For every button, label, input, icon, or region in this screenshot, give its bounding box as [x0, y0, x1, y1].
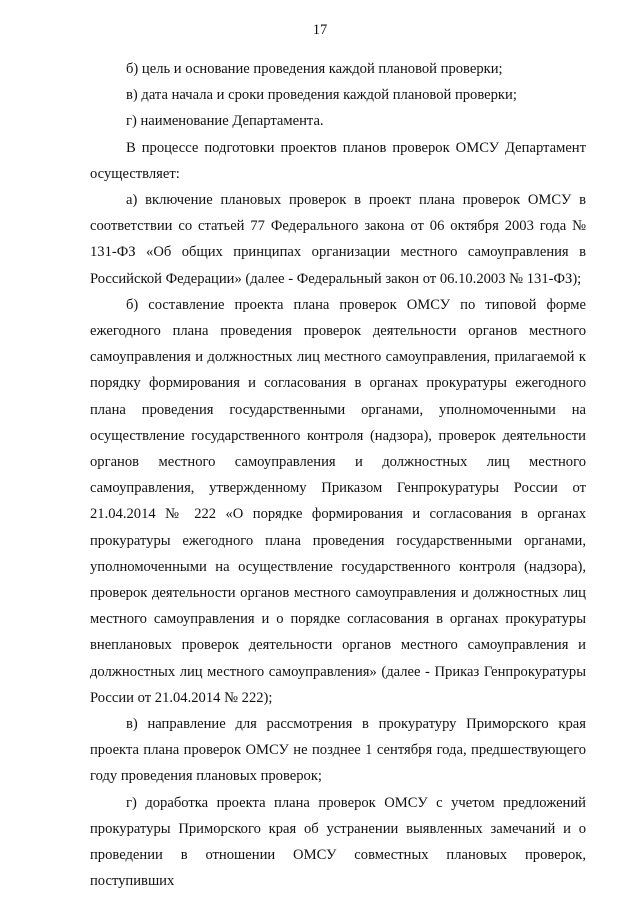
paragraph-b-goal: б) цель и основание проведения каждой плановой проверки;: [126, 61, 503, 77]
paragraph-g-revision: г) доработка проекта плана проверок ОМСУ с учетом предложений прокуратуры Приморского края об устранении выявленных замечаний и о проведении в отношении ОМСУ совместных плановых проверок, поступивших: [90, 794, 586, 890]
paragraph-v-submission: в) направление для рассмотрения в прокуратуру Приморского края проекта плана проверок ОМСУ не позднее 1 сентября года, предшествующего году проведения плановых проверок;: [90, 716, 586, 785]
page-number: 17: [312, 22, 328, 38]
paragraph-preparation-intro: В процессе подготовки проектов планов проверок ОМСУ Департамент осуществляет:: [90, 139, 586, 182]
paragraph-b-drafting: б) составление проекта плана проверок ОМСУ по типовой форме ежегодного плана проведения проверок деятельности органов местного самоуправления и должностных лиц местного самоуправления, прилагаемой к порядку формирования и согласования в органах прокуратуры ежегодного плана проведения государственными органами, уполномоченными на осуществление государственного контроля (надзора), проверок деятельности органов местного самоуправления и должностных лиц местного самоуправления, утвержденному Приказом Генпрокуратуры России от 21.04.2014 № 222 «О порядке формирования и согласования в органах прокуратуры ежегодного плана проведения государственными органами, уполномоченными на осуществление государственного контроля (надзора), проверок деятельности органов местного самоуправления и должностных лиц местного самоуправления и о порядке согласования в органах прокуратуры внеплановых проверок деятельности органов местного самоуправления и должностных лиц местного самоуправления» (далее - Приказ Генпрокуратуры России от 21.04.2014 № 222);: [90, 296, 586, 706]
paragraph-a-inclusion: а) включение плановых проверок в проект плана проверок ОМСУ в соответствии со статьей 77 Федерального закона от 06 октября 2003 года № 131-ФЗ «Об общих принципах организации местного самоуправления в Российской Федерации» (далее - Федеральный закон от 06.10.2003 № 131-ФЗ);: [90, 192, 586, 287]
document-body: [90, 56, 586, 895]
paragraph-g-department-name: г) наименование Департамента.: [126, 113, 324, 130]
paragraph-v-start-date: в) дата начала и сроки проведения каждой плановой проверки;: [126, 87, 517, 104]
